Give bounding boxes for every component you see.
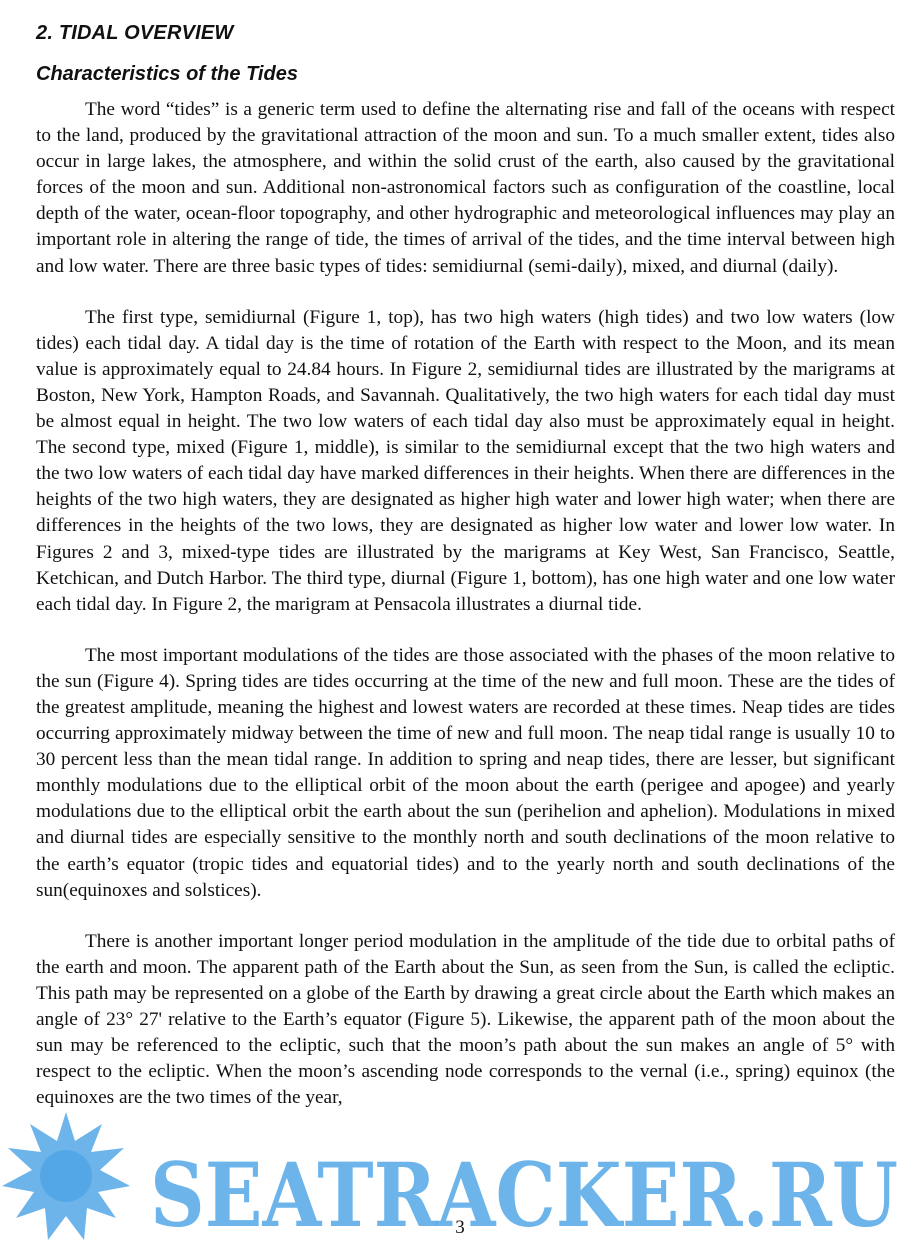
- body-text: [36, 97, 895, 1111]
- watermark-text: SEATRACKER.RU: [150, 1143, 898, 1244]
- paragraph-intro: The word “tides” is a generic term used to define the alternating rise and fall of the oceans with respect to the land, produced by the gravitational attraction of the moon and sun. To a much smaller extent, tides also occur in large lakes, the atmosphere, and within the solid crust of the earth, also caused by the gravitational forces of the moon and sun. Additional non-astronomical factors such as configuration of the coastline, local depth of the water, ocean-floor topography, and other hydrographic and meteorological influences may play an important role in altering the range of tide, the times of arrival of the tides, and the time interval between high and low water. There are three basic types of tides: semidiurnal (semi-daily), mixed, and diurnal (daily).: [36, 99, 895, 277]
- page-number: 3: [455, 1217, 465, 1238]
- paragraph-modulations: The most important modulations of the tides are those associated with the phases of the moon relative to the sun (Figure 4). Spring tides are tides occurring at the time of the new and full moon. These are the tides of the greatest amplitude, meaning the highest and lowest waters are recorded at these times. Neap tides are tides occurring approximately midway between the time of new and full moon. The neap tidal range is usually 10 to 30 percent less than the mean tidal range. In addition to spring and neap tides, there are lesser, but significant monthly modulations due to the elliptical orbit of the moon about the earth (perigee and apogee) and yearly modulations due to the elliptical orbit the earth about the sun (perihelion and aphelion). Modulations in mixed and diurnal tides are especially sensitive to the monthly north and south declinations of the moon relative to the earth’s equator (tropic tides and equatorial tides) and to the yearly north and south declinations of the sun(equinoxes and solstices).: [36, 644, 895, 901]
- subsection-title: Characteristics of the Tides: [36, 63, 298, 85]
- paragraph-orbital-modulation: There is another important longer period modulation in the amplitude of the tide due to orbital paths of the earth and moon. The apparent path of the Earth about the Sun, as seen from the Sun, is called the ecliptic. This path may be represented on a globe of the Earth by drawing a great circle about the Earth which makes an angle of 23° 27' relative to the Earth’s equator (Figure 5). Likewise, the apparent path of the moon about the sun may be referenced to the ecliptic, such that the moon’s path about the sun makes an angle of 5° with respect to the ecliptic. When the moon’s ascending node corresponds to the vernal (i.e., spring) equinox (the equinoxes are the two times of the year,: [36, 930, 895, 1109]
- section-title: 2. TIDAL OVERVIEW: [36, 22, 234, 44]
- paragraph-tide-types: The first type, semidiurnal (Figure 1, top), has two high waters (high tides) and two low waters (low tides) each tidal day. A tidal day is the time of rotation of the Earth with respect to the Moon, and its mean value is approximately equal to 24.84 hours. In Figure 2, semidiurnal tides are illustrated by the marigrams at Boston, New York, Hampton Roads, and Savannah. Qualitatively, the two high waters for each tidal day must be almost equal in height. The two low waters of each tidal day also must be approximately equal in height. The second type, mixed (Figure 1, middle), is similar to the semidiurnal except that the two high waters and the two low waters of each tidal day have marked differences in their heights. When there are differences in the heights of the two high waters, they are designated as higher high water and lower high water; when there are differences in the heights of the two lows, they are designated as higher low water and lower low water. In Figures 2 and 3, mixed-type tides are illustrated by the marigrams at Key West, San Francisco, Seattle, Ketchican, and Dutch Harbor. The third type, diurnal (Figure 1, bottom), has one high water and one low water each tidal day. In Figure 2, the marigram at Pensacola illustrates a diurnal tide.: [36, 306, 895, 615]
